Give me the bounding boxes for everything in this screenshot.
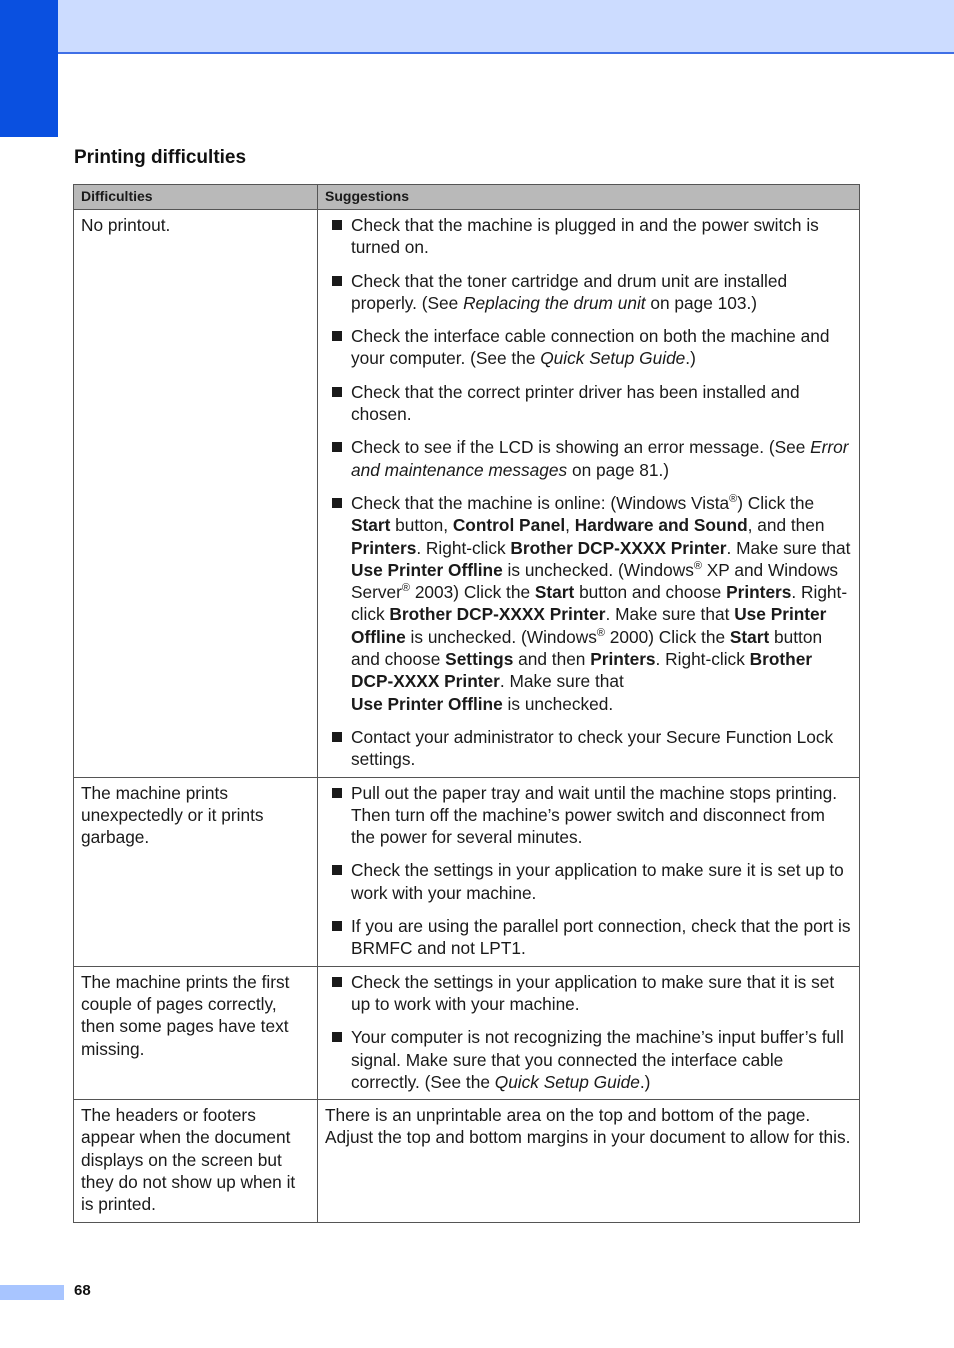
table-row bbox=[74, 210, 860, 778]
suggestion-item: Check the settings in your application to make sure it is set up to work with your machine. bbox=[325, 859, 852, 904]
suggestions-cell: There is an unprintable area on the top and bottom of the page. Adjust the top and bottom margins in your document to allow for this. bbox=[318, 1100, 860, 1222]
suggestion-item: Check that the correct printer driver has been installed and chosen. bbox=[325, 381, 852, 426]
ui-term-use-printer-offline: Use Printer Offline bbox=[351, 693, 503, 714]
registered-mark: ® bbox=[401, 582, 411, 595]
header-band bbox=[58, 0, 954, 54]
ui-term-use-printer-offline: Use Printer Offline bbox=[351, 604, 827, 647]
suggestion-item: If you are using the parallel port connection, check that the port is BRMFC and not LPT1. bbox=[325, 915, 852, 960]
suggestion-list bbox=[325, 214, 852, 771]
suggestions-cell bbox=[318, 777, 860, 966]
suggestion-item: Check that the machine is plugged in and the power switch is turned on. bbox=[325, 214, 852, 259]
column-header-suggestions: Suggestions bbox=[318, 185, 860, 210]
section-title: Printing difficulties bbox=[74, 147, 247, 168]
cross-reference: Quick Setup Guide bbox=[540, 348, 686, 369]
table-row bbox=[74, 777, 860, 966]
difficulty-cell: The headers or footers appear when the document displays on the screen but they do not show up when it is printed. bbox=[74, 1100, 318, 1222]
ui-term-printers: Printers bbox=[726, 582, 792, 603]
ui-term-printer-name: Brother DCP-XXXX Printer bbox=[389, 604, 606, 625]
suggestion-item: Pull out the paper tray and wait until the machine stops printing. Then turn off the machine’s power switch and disconnect from the power for several minutes. bbox=[325, 782, 852, 849]
ui-term-start: Start bbox=[729, 626, 770, 647]
page-number: 68 bbox=[74, 1282, 91, 1299]
ui-term-printers: Printers bbox=[590, 649, 656, 670]
difficulty-cell: The machine prints the first couple of pages correctly, then some pages have text missing. bbox=[74, 966, 318, 1099]
suggestion-list bbox=[325, 782, 852, 960]
ui-term-start: Start bbox=[534, 582, 575, 603]
ui-term-printers: Printers bbox=[351, 537, 417, 558]
registered-mark: ® bbox=[693, 560, 702, 573]
suggestion-item-online-check: Check that the machine is online: (Windows Vista®) Click the Start button, Control Panel, Hardware and Sound, and then Printers. Right-click Brother DCP-XXXX Printer. Make sure that Use Printer Offline is unchecked. (Windows® XP and Windows Server® 2003) Click the Start button and choose Printers. Right-click Brother DCP-XXXX Printer. Make sure that Use Printer Offline is unchecked. (Windows® 2000) Click the Start button and choose Settings and then Printers. Right-click Brother DCP-XXXX Printer. Make sure that Use Printer Offline is unchecked. bbox=[325, 492, 852, 715]
ui-term-use-printer-offline: Use Printer Offline bbox=[351, 559, 503, 580]
cross-reference: Replacing the drum unit bbox=[463, 292, 646, 313]
suggestion-item: Check that the toner cartridge and drum unit are installed properly. (See Replacing the drum unit on page 103.) bbox=[325, 270, 852, 315]
difficulty-cell: The machine prints unexpectedly or it prints garbage. bbox=[74, 777, 318, 966]
cross-reference: Quick Setup Guide bbox=[494, 1071, 640, 1092]
suggestion-list bbox=[325, 971, 852, 1093]
table-header-row bbox=[74, 185, 860, 210]
table-row bbox=[74, 1100, 860, 1222]
ui-term-settings: Settings bbox=[445, 649, 514, 670]
suggestion-item: Check the settings in your application to make sure that it is set up to work with your machine. bbox=[325, 971, 852, 1016]
page-tab-marker bbox=[0, 1285, 64, 1300]
suggestion-item: Your computer is not recognizing the machine’s input buffer’s full signal. Make sure that you connected the interface cable correctly. (See the Quick Setup Guide.) bbox=[325, 1026, 852, 1093]
suggestions-cell bbox=[318, 210, 860, 778]
difficulty-cell: No printout. bbox=[74, 210, 318, 778]
cross-reference: Error and maintenance messages bbox=[351, 437, 849, 480]
suggestions-cell bbox=[318, 966, 860, 1099]
registered-mark: ® bbox=[729, 493, 738, 506]
registered-mark: ® bbox=[596, 626, 605, 639]
ui-term-control-panel: Control Panel bbox=[452, 515, 566, 536]
difficulties-table bbox=[73, 184, 860, 1223]
column-header-difficulties: Difficulties bbox=[74, 185, 318, 210]
suggestion-item: Contact your administrator to check your Secure Function Lock settings. bbox=[325, 726, 852, 771]
ui-term-printer-name: Brother DCP-XXXX Printer bbox=[510, 537, 727, 558]
table-row bbox=[74, 966, 860, 1099]
chapter-tab bbox=[0, 0, 58, 137]
suggestion-item: Check to see if the LCD is showing an error message. (See Error and maintenance messages on page 81.) bbox=[325, 436, 852, 481]
ui-term-start: Start bbox=[351, 515, 391, 536]
ui-term-printer-name: Brother DCP-XXXX Printer bbox=[351, 649, 813, 692]
ui-term-hardware-sound: Hardware and Sound bbox=[574, 515, 748, 536]
suggestion-item: Check the interface cable connection on both the machine and your computer. (See the Quick Setup Guide.) bbox=[325, 325, 852, 370]
